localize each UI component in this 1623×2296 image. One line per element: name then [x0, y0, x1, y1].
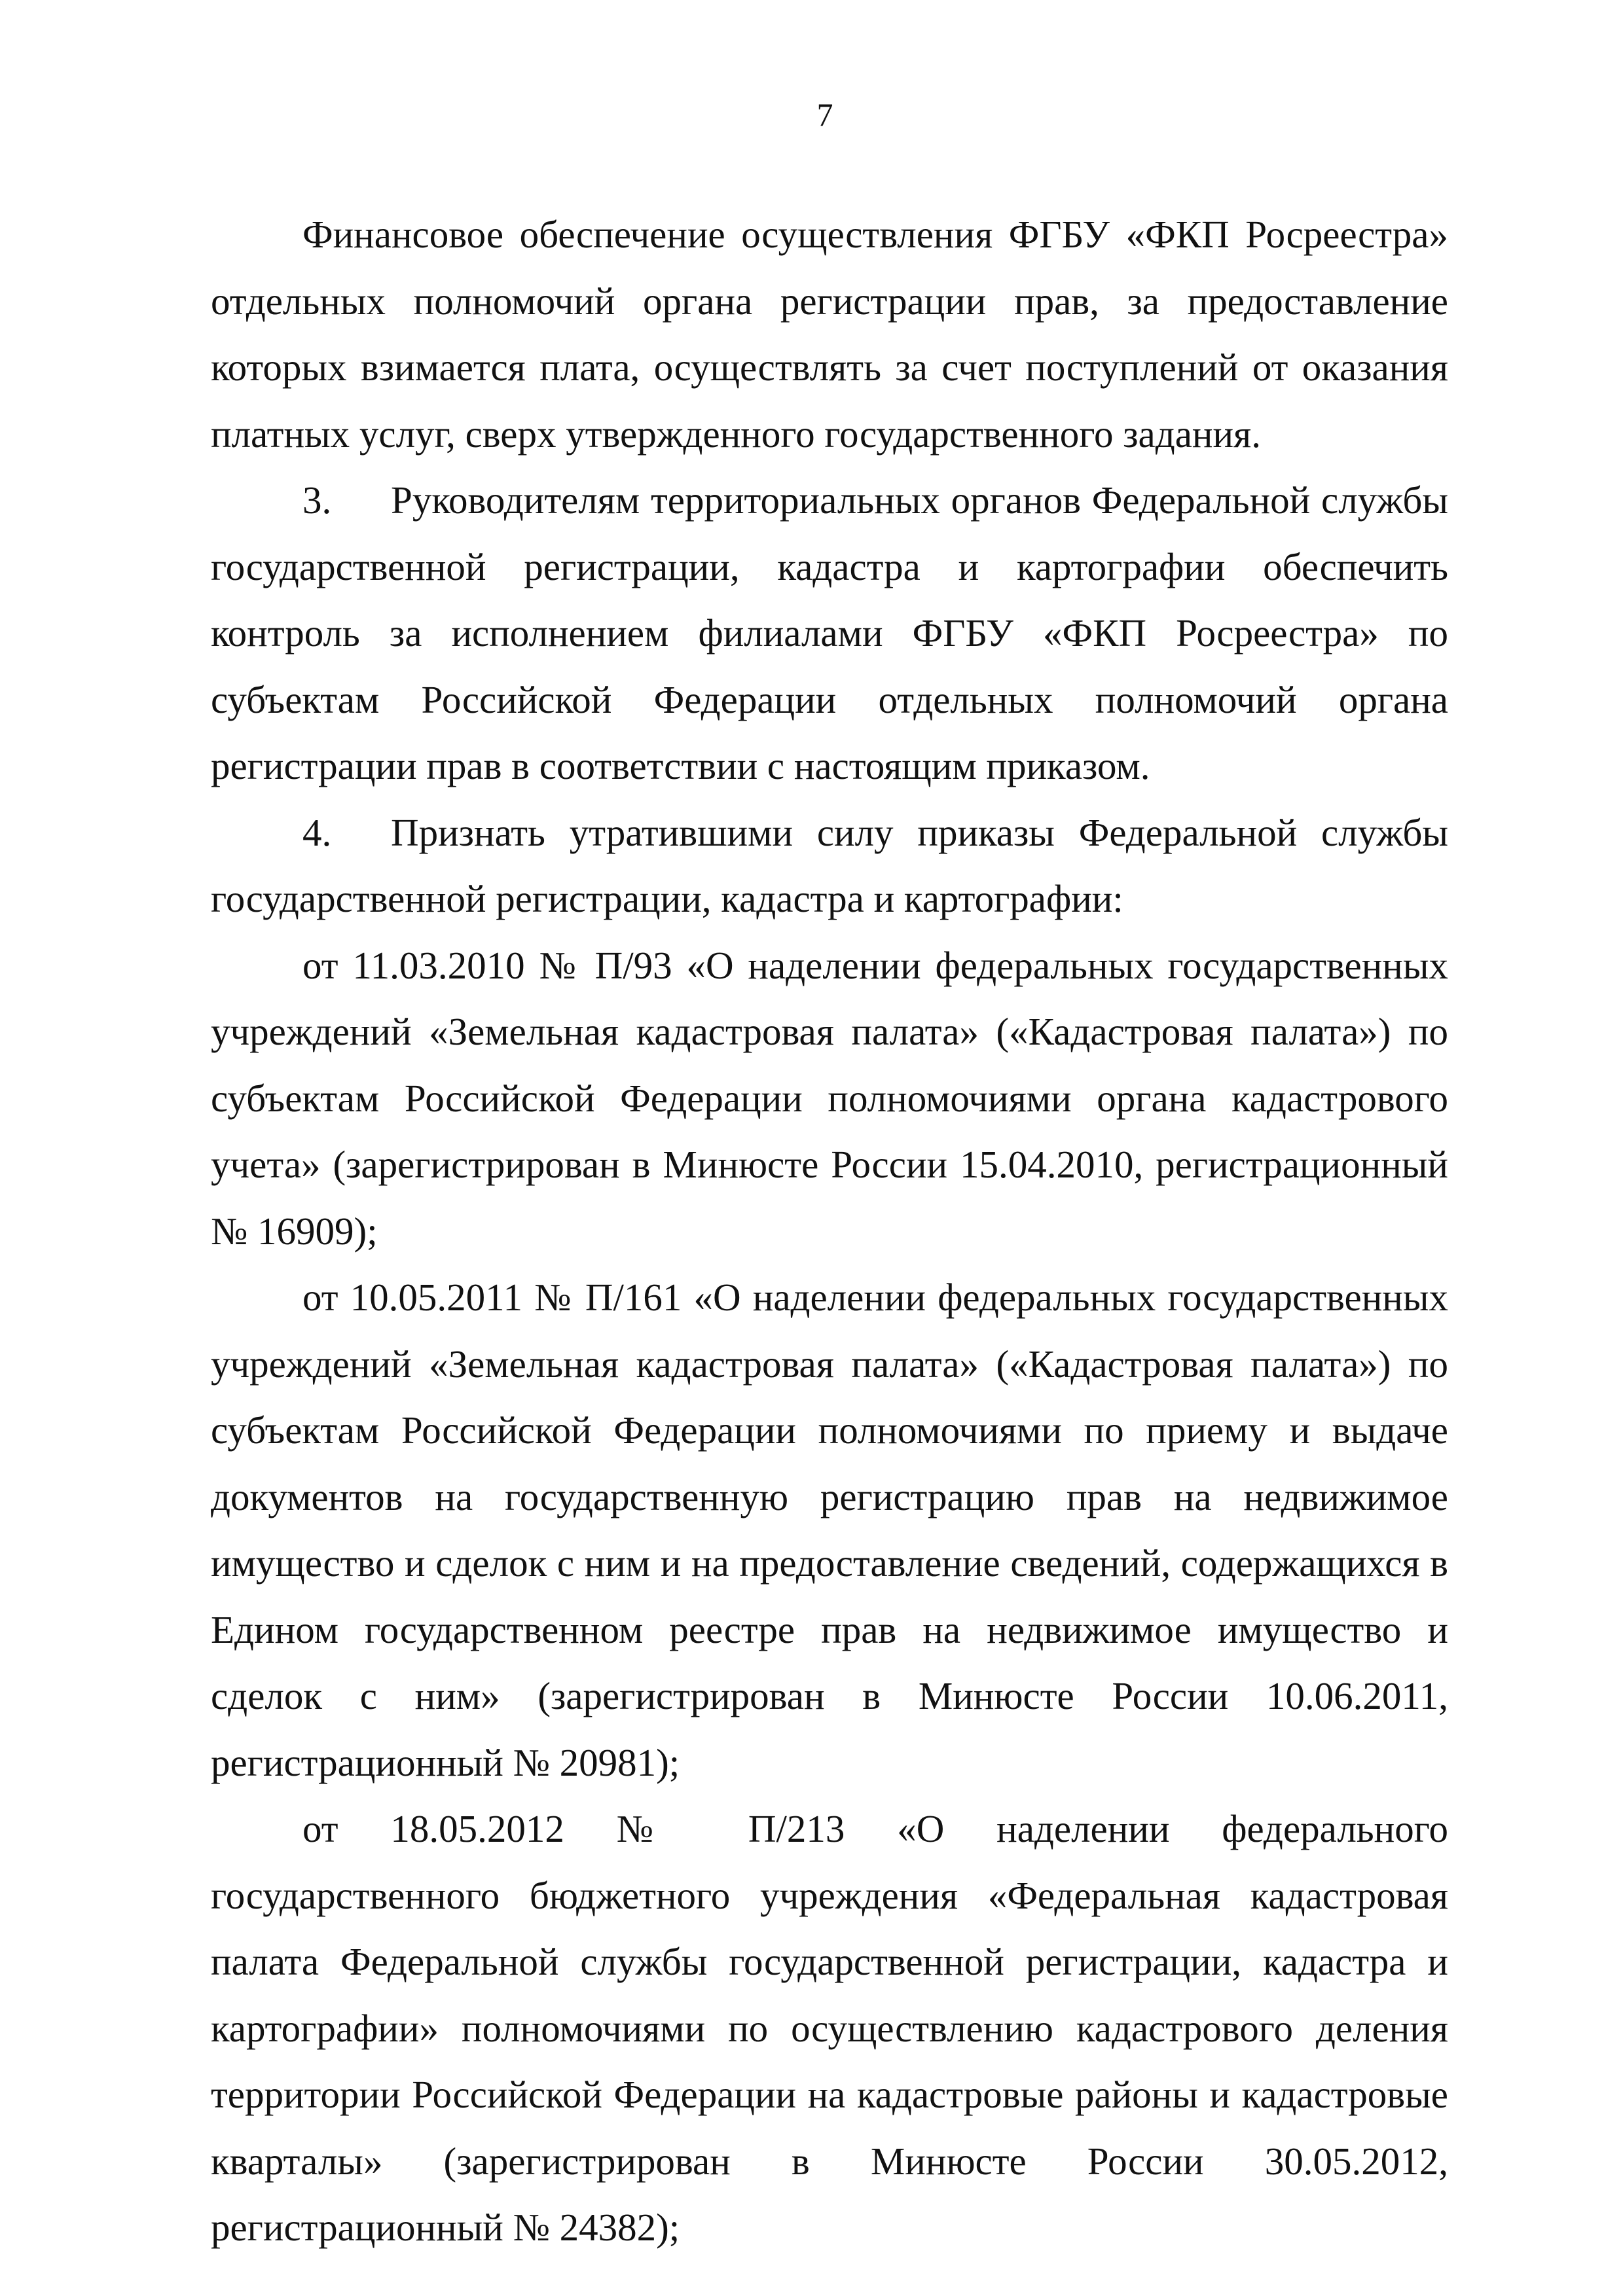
- paragraph-order-p93: [211, 933, 1448, 1265]
- paragraph-order-p213: [211, 1796, 1448, 2261]
- paragraph-text: Руководителям территориальных органов Федеральной службы государственной регистрации, кадастра и картографии обеспечить контроль за исполнением филиалами ФГБУ «ФКП Росреестра» по субъектам Российской Федерации отдельных полномочий органа регистрации прав в соответствии с настоящим приказом.: [211, 478, 1448, 787]
- paragraph-order-p161: [211, 1265, 1448, 1796]
- document-body: [211, 202, 1448, 2261]
- item-number: 4.: [302, 810, 332, 854]
- paragraph-text: Признать утратившими силу приказы Федеральной службы государственной регистрации, кадастра и картографии:: [211, 810, 1448, 920]
- page-number: 7: [816, 96, 833, 133]
- paragraph-text: Финансовое обеспечение осуществления ФГБУ «ФКП Росреестра» отдельных полномочий органа регистрации прав, за предоставление которых взимается плата, осуществлять за счет поступлений от оказания платных услуг, сверх утвержденного государственного задания.: [211, 213, 1448, 456]
- paragraph-financing: [211, 202, 1448, 467]
- item-number: 3.: [302, 478, 332, 522]
- paragraph-text: от 18.05.2012 № П/213 «О наделении федерального государственного бюджетного учреждения «Федеральная кадастровая палата Федеральной службы государственной регистрации, кадастра и картографии» полномочиями по осуществлению кадастрового деления территории Российской Федерации на кадастровые районы и кадастровые кварталы» (зарегистрирован в Минюсте России 30.05.2012, регистрационный № 24382);: [211, 1807, 1448, 2249]
- paragraph-item-3: [211, 467, 1448, 800]
- paragraph-text: от 10.05.2011 № П/161 «О наделении федеральных государственных учреждений «Земельная кадастровая палата» («Кадастровая палата») по субъектам Российской Федерации полномочиями по приему и выдаче документов на государственную регистрацию прав на недвижимое имущество и сделок с ним и на предоставление сведений, содержащихся в Едином государственном реестре прав на недвижимое имущество и сделок с ним» (зарегистрирован в Минюсте России 10.06.2011, регистрационный № 20981);: [211, 1276, 1448, 1784]
- paragraph-text: от 11.03.2010 № П/93 «О наделении федеральных государственных учреждений «Земельная кадастровая палата» («Кадастровая палата») по субъектам Российской Федерации полномочиями органа кадастрового учета» (зарегистрирован в Минюсте России 15.04.2010, регистрационный № 16909);: [211, 943, 1448, 1253]
- paragraph-item-4: [211, 800, 1448, 933]
